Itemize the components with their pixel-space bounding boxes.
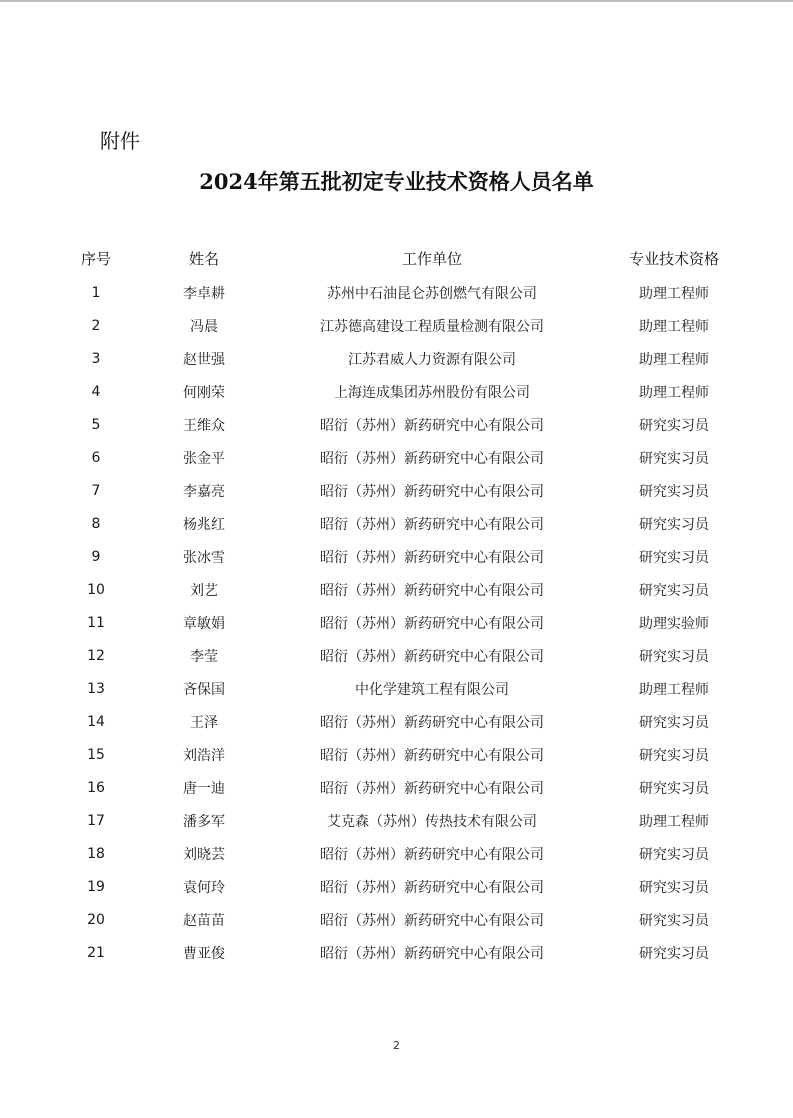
table-row xyxy=(58,507,758,540)
cell-name: 何刚荣 xyxy=(183,384,225,401)
cell-qual: 研究实习员 xyxy=(639,846,709,863)
cell-org: 江苏德高建设工程质量检测有限公司 xyxy=(320,318,544,335)
cell-seq: 16 xyxy=(87,779,105,796)
table-row xyxy=(58,540,758,573)
cell-name: 曹亚俊 xyxy=(183,945,225,962)
table-row xyxy=(58,771,758,804)
header-seq: 序号 xyxy=(80,249,111,268)
cell-qual: 研究实习员 xyxy=(639,483,709,500)
table-row xyxy=(58,309,758,342)
cell-name: 吝保国 xyxy=(183,681,225,698)
cell-org: 江苏君威人力资源有限公司 xyxy=(348,351,516,368)
cell-qual: 研究实习员 xyxy=(639,417,709,434)
cell-org: 昭衍（苏州）新药研究中心有限公司 xyxy=(320,615,544,632)
table-body xyxy=(58,276,758,969)
cell-org: 昭衍（苏州）新药研究中心有限公司 xyxy=(320,714,544,731)
header-org: 工作单位 xyxy=(401,249,462,268)
cell-qual: 研究实习员 xyxy=(639,516,709,533)
cell-seq: 12 xyxy=(87,647,105,664)
cell-org: 昭衍（苏州）新药研究中心有限公司 xyxy=(320,780,544,797)
table-row xyxy=(58,276,758,309)
table-row xyxy=(58,474,758,507)
table-row xyxy=(58,936,758,969)
cell-seq: 9 xyxy=(91,548,101,565)
cell-name: 李嘉亮 xyxy=(183,483,225,500)
cell-seq: 13 xyxy=(87,680,105,697)
cell-org: 艾克森（苏州）传热技术有限公司 xyxy=(327,813,537,830)
cell-qual: 助理工程师 xyxy=(639,681,709,698)
cell-seq: 5 xyxy=(91,416,101,433)
cell-seq: 11 xyxy=(87,614,105,631)
cell-name: 冯晨 xyxy=(190,318,218,335)
cell-seq: 1 xyxy=(91,284,101,301)
cell-qual: 助理工程师 xyxy=(639,351,709,368)
cell-org: 昭衍（苏州）新药研究中心有限公司 xyxy=(320,417,544,434)
cell-qual: 助理工程师 xyxy=(639,813,709,830)
table-header-row xyxy=(58,240,758,276)
cell-seq: 7 xyxy=(91,482,101,499)
table-row xyxy=(58,738,758,771)
cell-qual: 研究实习员 xyxy=(639,945,709,962)
cell-org: 昭衍（苏州）新药研究中心有限公司 xyxy=(320,483,544,500)
cell-qual: 研究实习员 xyxy=(639,780,709,797)
cell-name: 刘晓芸 xyxy=(183,846,225,863)
cell-seq: 18 xyxy=(87,845,105,862)
header-qual: 专业技术资格 xyxy=(628,249,719,268)
table-row xyxy=(58,672,758,705)
cell-seq: 17 xyxy=(87,812,105,829)
cell-seq: 20 xyxy=(87,911,105,928)
cell-seq: 6 xyxy=(91,449,101,466)
document-title: 2024年第五批初定专业技术资格人员名单 xyxy=(199,169,594,194)
table-row xyxy=(58,408,758,441)
cell-name: 张金平 xyxy=(183,450,225,467)
cell-qual: 研究实习员 xyxy=(639,549,709,566)
table-row xyxy=(58,804,758,837)
cell-seq: 2 xyxy=(91,317,101,334)
table-row xyxy=(58,573,758,606)
cell-seq: 19 xyxy=(87,878,105,895)
cell-org: 昭衍（苏州）新药研究中心有限公司 xyxy=(320,846,544,863)
attachment-label: 附件 xyxy=(100,129,140,153)
cell-org: 昭衍（苏州）新药研究中心有限公司 xyxy=(320,582,544,599)
table-row xyxy=(58,606,758,639)
personnel-table xyxy=(58,240,758,969)
cell-name: 赵世强 xyxy=(183,351,225,368)
cell-org: 昭衍（苏州）新药研究中心有限公司 xyxy=(320,648,544,665)
cell-qual: 助理实验师 xyxy=(639,615,709,632)
table-row xyxy=(58,441,758,474)
table-row xyxy=(58,342,758,375)
cell-qual: 助理工程师 xyxy=(639,285,709,302)
cell-name: 章敏娟 xyxy=(183,615,225,632)
cell-name: 王泽 xyxy=(190,714,218,731)
table-row xyxy=(58,639,758,672)
header-name: 姓名 xyxy=(188,249,219,268)
cell-name: 杨兆红 xyxy=(183,516,225,533)
cell-org: 上海连成集团苏州股份有限公司 xyxy=(334,384,530,401)
page-top-edge xyxy=(0,0,793,2)
cell-seq: 10 xyxy=(87,581,105,598)
cell-org: 昭衍（苏州）新药研究中心有限公司 xyxy=(320,450,544,467)
table-row xyxy=(58,375,758,408)
cell-org: 昭衍（苏州）新药研究中心有限公司 xyxy=(320,516,544,533)
cell-org: 昭衍（苏州）新药研究中心有限公司 xyxy=(320,879,544,896)
cell-name: 刘浩洋 xyxy=(183,747,225,764)
cell-org: 中化学建筑工程有限公司 xyxy=(355,681,509,698)
cell-qual: 研究实习员 xyxy=(639,747,709,764)
cell-name: 潘多军 xyxy=(183,813,225,830)
cell-seq: 21 xyxy=(87,944,105,961)
cell-qual: 研究实习员 xyxy=(639,582,709,599)
cell-seq: 14 xyxy=(87,713,105,730)
cell-qual: 研究实习员 xyxy=(639,714,709,731)
cell-org: 昭衍（苏州）新药研究中心有限公司 xyxy=(320,912,544,929)
cell-name: 唐一迪 xyxy=(183,780,225,797)
cell-name: 袁何玲 xyxy=(183,879,225,896)
cell-org: 昭衍（苏州）新药研究中心有限公司 xyxy=(320,747,544,764)
cell-qual: 研究实习员 xyxy=(639,879,709,896)
table-row xyxy=(58,870,758,903)
cell-name: 李卓耕 xyxy=(183,285,225,302)
cell-seq: 8 xyxy=(91,515,101,532)
cell-org: 昭衍（苏州）新药研究中心有限公司 xyxy=(320,945,544,962)
cell-name: 李莹 xyxy=(190,648,218,665)
cell-seq: 4 xyxy=(91,383,101,400)
cell-qual: 研究实习员 xyxy=(639,450,709,467)
cell-name: 张冰雪 xyxy=(183,549,225,566)
cell-seq: 3 xyxy=(91,350,101,367)
cell-org: 苏州中石油昆仑苏创燃气有限公司 xyxy=(327,285,537,302)
cell-org: 昭衍（苏州）新药研究中心有限公司 xyxy=(320,549,544,566)
cell-name: 刘艺 xyxy=(190,582,218,599)
cell-qual: 研究实习员 xyxy=(639,912,709,929)
cell-seq: 15 xyxy=(87,746,105,763)
cell-qual: 研究实习员 xyxy=(639,648,709,665)
table-row xyxy=(58,837,758,870)
page-number: 2 xyxy=(393,1039,400,1052)
cell-qual: 助理工程师 xyxy=(639,384,709,401)
cell-name: 赵苗苗 xyxy=(183,912,225,929)
cell-qual: 助理工程师 xyxy=(639,318,709,335)
cell-name: 王维众 xyxy=(183,417,225,434)
table-row xyxy=(58,903,758,936)
table-row xyxy=(58,705,758,738)
